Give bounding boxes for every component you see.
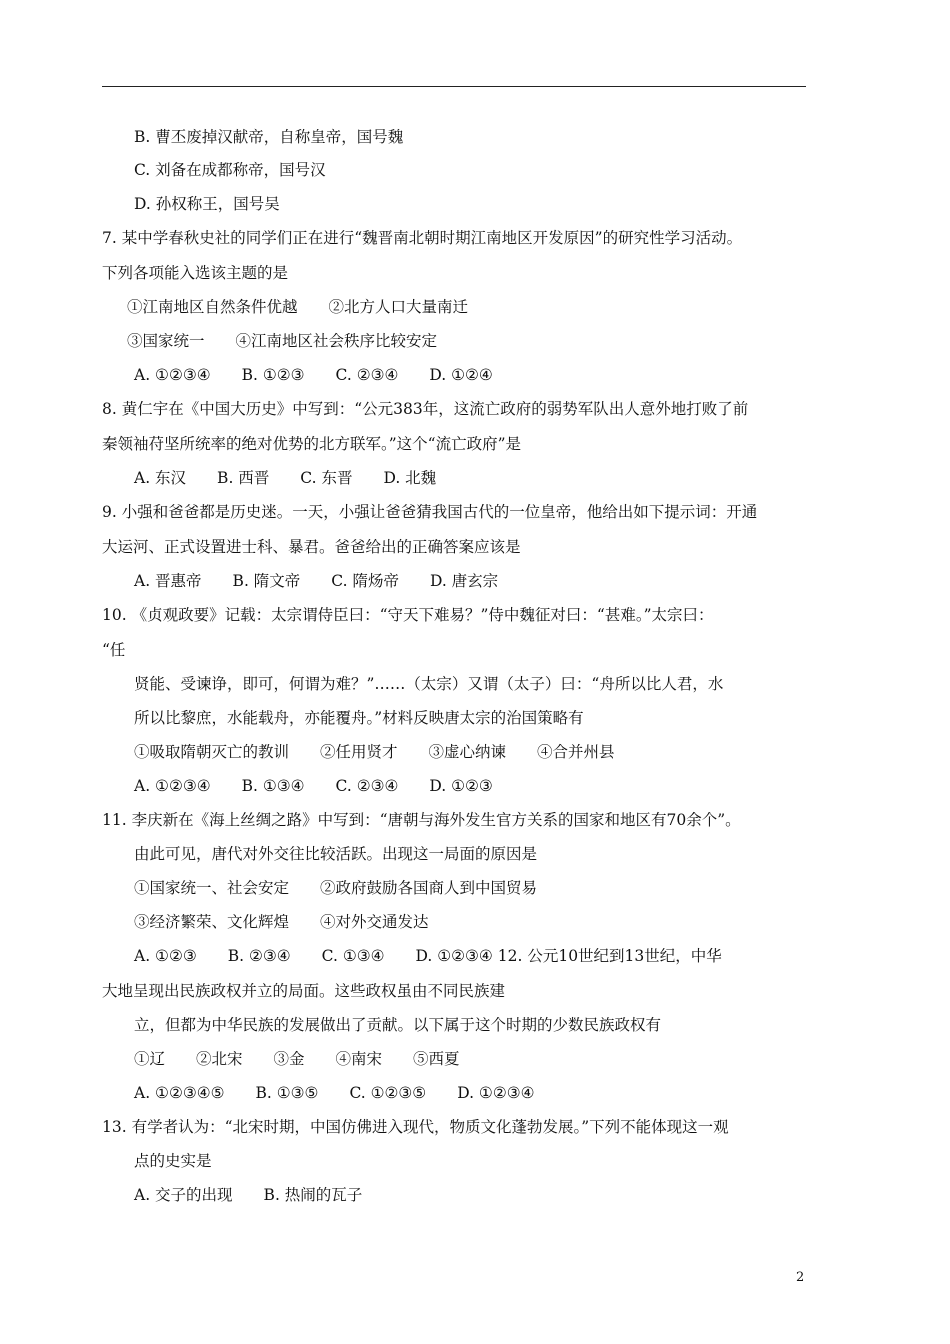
q8-stem-line1: 8. 黄仁宇在《中国大历史》中写到：“公元383年，这流亡政府的弱势军队出人意外地打败了前 [102, 400, 749, 418]
q10-stem-line4: 所以比黎庶，水能载舟，亦能覆舟。”材料反映唐太宗的治国策略有 [134, 709, 584, 727]
page-number: 2 [796, 1270, 805, 1285]
q7-stem-line1: 7. 某中学春秋史社的同学们正在进行“魏晋南北朝时期江南地区开发原因”的研究性学习活动。 [102, 229, 743, 247]
q13-stem-line2: 点的史实是 [134, 1152, 212, 1170]
q8-stem-line2: 秦领袖苻坚所统率的绝对优势的北方联军。”这个“流亡政府”是 [102, 435, 522, 453]
q7-stem-line2: 下列各项能入选该主题的是 [102, 264, 289, 282]
q6-option-d: D. 孙权称王，国号吴 [134, 195, 280, 213]
q12-stem-line2: 大地呈现出民族政权并立的局面。这些政权虽由不同民族建 [102, 982, 506, 1000]
q12-items: ①辽 ②北宋 ③金 ④南宋 ⑤西夏 [134, 1050, 460, 1068]
q11-stem-line1: 11. 李庆新在《海上丝绸之路》中写到：“唐朝与海外发生官方关系的国家和地区有70余个”。 [102, 811, 741, 829]
q12-stem-line3: 立，但都为中华民族的发展做出了贡献。以下属于这个时期的少数民族政权有 [134, 1016, 662, 1034]
q10-options: A. ①②③④ B. ①③④ C. ②③④ D. ①②③ [134, 777, 493, 795]
q11-items-line2: ③经济繁荣、文化辉煌 ④对外交通发达 [134, 913, 429, 931]
q13-stem-line1: 13. 有学者认为：“北宋时期，中国仿佛进入现代，物质文化蓬勃发展。”下列不能体现这一观 [102, 1118, 729, 1136]
q7-items-line1: ①江南地区自然条件优越 ②北方人口大量南迁 [127, 298, 469, 316]
q7-options: A. ①②③④ B. ①②③ C. ②③④ D. ①②④ [134, 366, 493, 384]
q9-stem-line2: 大运河、正式设置进士科、暴君。爸爸给出的正确答案应该是 [102, 538, 521, 556]
q10-stem-line1: 10. 《贞观政要》记载：太宗谓侍臣曰：“守天下难易？”侍中魏征对曰：“甚难。”太宗曰： [102, 606, 714, 624]
q12-options: A. ①②③④⑤ B. ①③⑤ C. ①②③⑤ D. ①②③④ [134, 1084, 535, 1102]
q9-options: A. 晋惠帝 B. 隋文帝 C. 隋炀帝 D. 唐玄宗 [134, 572, 499, 590]
q10-stem-line3: 贤能、受谏诤，即可，何谓为难？”……（太宗）又谓（太子）曰：“舟所以比人君，水 [134, 675, 724, 693]
q13-options: A. 交子的出现 B. 热闹的瓦子 [134, 1186, 363, 1204]
q6-option-b: B. 曹丕废掉汉献帝，自称皇帝，国号魏 [134, 128, 404, 146]
q11-stem-line2: 由此可见，唐代对外交往比较活跃。出现这一局面的原因是 [134, 845, 538, 863]
q11-items-line1: ①国家统一、社会安定 ②政府鼓励各国商人到中国贸易 [134, 879, 538, 897]
q7-items-line2: ③国家统一 ④江南地区社会秩序比较安定 [127, 332, 438, 350]
q11-options-q12-stem: A. ①②③ B. ②③④ C. ①③④ D. ①②③④ 12. 公元10世纪到13世纪，中华 [134, 947, 722, 965]
q10-items: ①吸取隋朝灭亡的教训 ②任用贤才 ③虚心纳谏 ④合并州县 [134, 743, 615, 761]
q6-option-c: C. 刘备在成都称帝，国号汉 [134, 161, 326, 179]
q8-options: A. 东汉 B. 西晋 C. 东晋 D. 北魏 [134, 469, 437, 487]
header-rule [102, 86, 806, 87]
q9-stem-line1: 9. 小强和爸爸都是历史迷。一天，小强让爸爸猜我国古代的一位皇帝，他给出如下提示词：开通 [102, 503, 758, 521]
q10-stem-line2: “任 [102, 641, 126, 659]
